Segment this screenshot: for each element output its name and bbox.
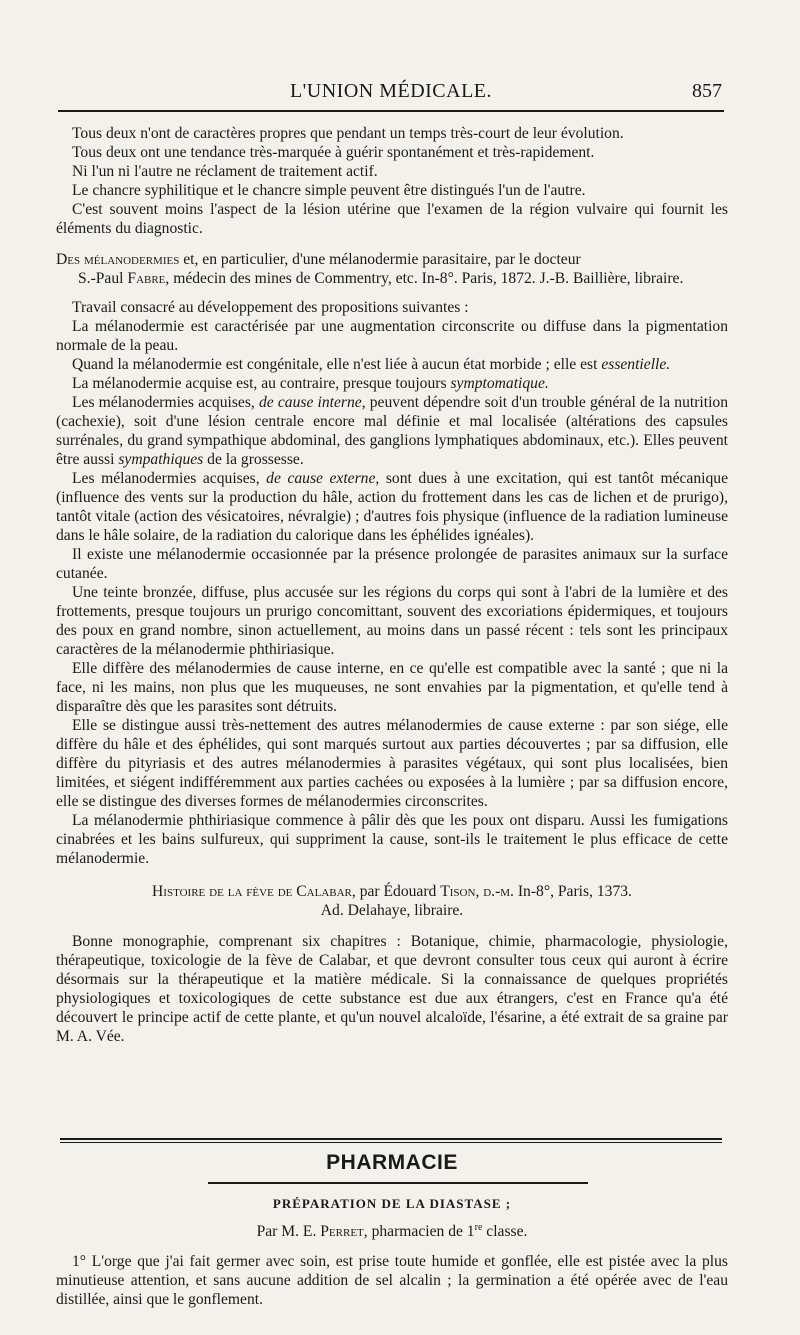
text-run: In-8°, Paris, 1373. — [513, 883, 632, 900]
header-rule — [58, 110, 724, 112]
author-name: Tison — [440, 883, 476, 900]
text-run: Par M. E. — [256, 1223, 321, 1241]
text-run: , peuvent dépendre soit d'un trouble général de la nutrition (cachexie), soit d'une lésion centrale encore mal définie et mal localisée (altérations des capsules surrénales, du grand sympathique abdominal, des ganglions lymphatiques abdominaux, etc.). Elles peuvent être aussi — [56, 394, 728, 468]
paragraph: La mélanodermie phthiriasique commence à pâlir dès que les poux ont disparu. Aussi les fumigations cinabrées et les bains sulfureux, qui suppriment la cause, sont-ils le traitement le plus efficace de cette mélanodermie. — [56, 812, 728, 867]
section-rule-thin — [60, 1142, 722, 1143]
text-run: , sont dues à une excitation, qui est tantôt mécanique (influence des vents sur la production du hâle, action du frottement dans les cas de lichen et de prurigo), tantôt vitale (action des vésicatoires, névralgie) ; d'autres fois physique (influence de la radiation lumineuse dans le hâle solaire, de la radiation du calorique dans les éphélides ignéales). — [56, 470, 728, 544]
reviews-column — [56, 124, 728, 1046]
running-header — [60, 76, 722, 106]
separator: , — [475, 883, 484, 900]
paragraph: Une teinte bronzée, diffuse, plus accusée sur les régions du corps qui sont à l'abri de la lumière et des frottements, presque toujours un prurigo concomittant, souvent des excoriations épidermiques, et toujours des poux en grand nombre, sinon actuellement, au moins dans un passé récent : tels sont les principaux caractères de la mélanodermie phthiriasique. — [56, 584, 728, 658]
text-run: classe. — [482, 1223, 528, 1241]
text-run: Les mélanodermies acquises, — [72, 470, 267, 487]
paragraph — [56, 355, 728, 374]
paragraph — [56, 469, 728, 545]
bibliography-entry-melanodermies — [56, 250, 728, 288]
italic-run: de cause interne — [258, 394, 362, 411]
paragraph: Il existe une mélanodermie occasionnée par la présence prolongée de parasites animaux sur la surface cutanée. — [56, 546, 728, 582]
paragraph: Le chancre syphilitique et le chancre simple peuvent être distingués l'un de l'autre. — [72, 182, 586, 199]
section-title-underline — [208, 1182, 588, 1184]
italic-run: de cause externe — [266, 470, 376, 487]
paragraph: Bonne monographie, comprenant six chapitres : Botanique, chimie, pharmacologie, physiologie, thérapeutique, toxicologie de la fève de Calabar, et que devront consulter tous ceux qui auront à écrire désormais sur la thérapeutique et la matière médicale. Si la connaissance de quelques propriétés physiologiques et toxicologiques de cette substance est due aux étrangers, c'est en France qu'a été découvert le principe actif de cette plante, et qu'un nouvel alcaloïde, l'ésarine, a été extrait de sa graine par M. A. Vée. — [56, 933, 728, 1045]
paragraph: Tous deux ont une tendance très-marquée à guérir spontanément et très-rapidement. — [72, 144, 595, 161]
page-number: 857 — [692, 80, 722, 102]
paragraph: Elle diffère des mélanodermies de cause interne, en ce qu'elle est compatible avec la santé ; que ni la face, ni les mains, non plus que les muqueuses, ne sont envahies par la pigmentation, et qu'elle tend à disparaître dès que les parasites sont détruits. — [56, 660, 728, 715]
author-name: Perret — [320, 1223, 364, 1241]
paragraph: Tous deux n'ont de caractères propres que pendant un temps très-court de leur évolution. — [72, 125, 624, 142]
bibliography-entry-calabar — [56, 882, 728, 901]
paragraph: La mélanodermie est caractérisée par une augmentation circonscrite ou diffuse dans la pigmentation normale de la peau. — [56, 318, 728, 354]
section-rule-thick — [60, 1138, 722, 1140]
author-rest: , médecin des mines de Commentry, etc. In-8°. Paris, 1872. J.-B. Baillière, libraire. — [165, 270, 684, 287]
paragraph: Elle se distingue aussi très-nettement des autres mélanodermies de cause externe : par son siége, elle diffère du hâle et des éphélides, qui sont marqués surtout aux parties découvertes ; par sa diffusion, elle diffère du pityriasis et des autres mélanodermies à parasites végétaux, qui sont plus localisées, bien limitées, et siégent indifféremment aux parties cachées ou exposées à la lumière ; par sa diffusion encore, elle se distingue des diverses formes de mélanodermies circonscrites. — [56, 717, 728, 810]
text-run: La mélanodermie acquise est, au contraire, presque toujours — [72, 375, 451, 392]
author-name: Fabre — [127, 270, 166, 287]
italic-run: essentielle. — [601, 356, 671, 373]
author-degree: d.-m. — [483, 883, 514, 900]
italic-run: symptomatique. — [450, 375, 549, 392]
book-title: Histoire de la fève de Calabar — [152, 883, 352, 900]
journal-title: L'UNION MÉDICALE. — [289, 80, 493, 102]
text-run: Quand la mélanodermie est congénitale, elle n'est liée à aucun état morbide ; elle est — [72, 356, 602, 373]
paragraph: Ni l'un ni l'autre ne réclament de traitement actif. — [72, 163, 378, 180]
book-title-rest: et, en particulier, d'une mélanodermie parasitaire, par le docteur — [179, 251, 581, 268]
paragraph — [56, 374, 728, 393]
section-title: PHARMACIE — [326, 1151, 458, 1174]
text-run: de la grossesse. — [203, 451, 304, 468]
paragraph: C'est souvent moins l'aspect de la lésion utérine que l'examen de la région vulvaire qui fournit les éléments du diagnostic. — [56, 201, 728, 237]
pharmacie-column — [56, 1252, 728, 1309]
publisher: Ad. Delahaye, libraire. — [320, 902, 464, 919]
book-author-line — [56, 269, 728, 288]
article-byline — [56, 1222, 728, 1241]
paragraph: Travail consacré au développement des propositions suivantes : — [72, 299, 469, 316]
author-prefix: S.-Paul — [78, 270, 128, 287]
italic-run: sympathiques — [118, 451, 204, 468]
paragraph: 1° L'orge que j'ai fait germer avec soin, est prise toute humide et gonflée, elle est pistée avec la plus minutieuse attention, et sans aucune addition de sel alcalin ; la germination a été opérée avec de l'eau distillée, ainsi que le gonflement. — [56, 1253, 728, 1308]
text-run: , pharmacien de 1 — [363, 1223, 475, 1241]
article-title: PRÉPARATION DE LA DIASTASE ; — [272, 1196, 512, 1211]
text-run: , par Édouard — [351, 883, 441, 900]
book-title: Des mélanodermies — [56, 251, 180, 268]
superscript: re — [474, 1222, 483, 1233]
text-run: Les mélanodermies acquises, — [72, 394, 259, 411]
paragraph — [56, 393, 728, 469]
